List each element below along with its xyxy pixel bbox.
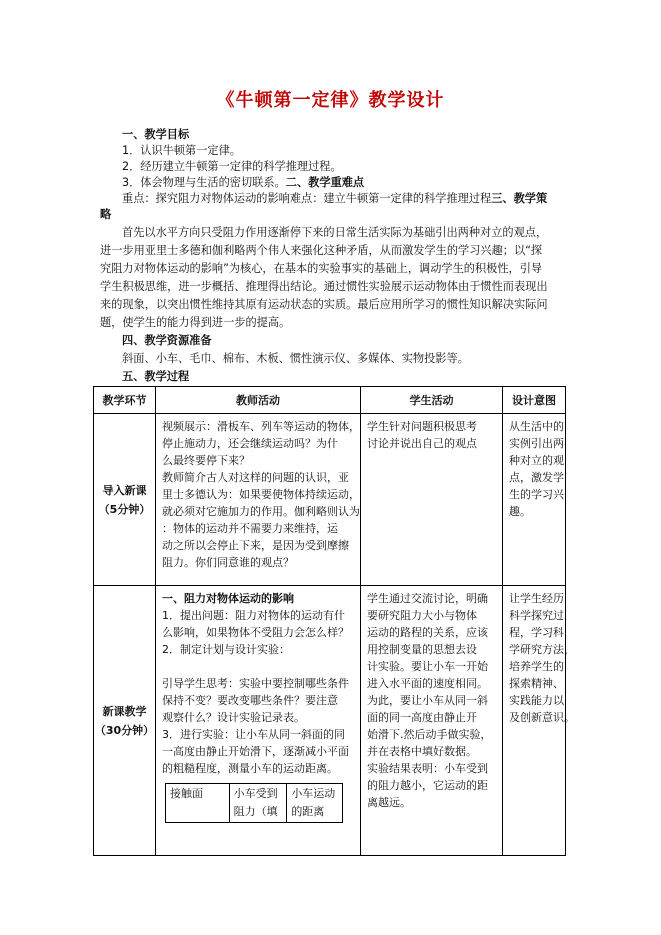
strategy-line-5: 来的现象，以突出惯性维持其原有运动状态的实质。最后应用所学习的惯性知识解决实际问 [100, 298, 548, 311]
student-activity-cell [361, 414, 503, 586]
student-line: 面的同一高度由静止开 [367, 711, 477, 724]
student-line: 实验结果表明：小车受到 [367, 762, 488, 775]
teacher-line: 1．提出问题：阻力对物体的运动有什 [162, 609, 345, 622]
strategy-line-1: 首先以水平方向只受阻力作用逐渐停下来的日常生活实际为基础引出两种对立的观点， [122, 226, 548, 239]
table-row [94, 414, 566, 586]
strategy-line-2: 进一步用亚里士多德和伽利略两个伟人来强化这种矛盾，从而激发学生的学习兴趣；以“探 [100, 244, 543, 257]
strategy-line-4: 学生积极思维，进一步概括、推理得出结论。通过惯性实验展示运动物体由于惯性而表现出 [100, 280, 548, 293]
student-line: 运动的路程的关系，应该 [367, 626, 488, 639]
student-line: 讨论并说出自己的观点 [367, 437, 477, 450]
stage-name: 导入新课 [102, 483, 147, 497]
teacher-line: 一高度由静止开始滑下，逐渐减小平面 [162, 745, 349, 758]
intent-line: 生的学习兴 [509, 488, 564, 501]
teacher-line: 观察什么？设计实验记录表。 [162, 711, 305, 724]
design-intent-cell [503, 414, 566, 586]
teacher-line: 就必须对它施加力的作用。伽利略则认为 [162, 505, 360, 518]
student-line: 学生针对问题积极思考 [367, 420, 477, 433]
intent-line: 实践能力以 [509, 694, 564, 707]
teaching-process-table [93, 386, 575, 856]
student-line: 进入水平面的速度相同。 [367, 677, 488, 690]
teacher-line: 3．进行实验：让小车从同一斜面的同 [162, 728, 345, 741]
teacher-line: 教师简介古人对这样的问题的认识，亚 [162, 471, 349, 484]
document-title: 《牛顿第一定律》教学设计 [216, 90, 445, 111]
intent-line: 学研究方法， [509, 643, 575, 656]
teacher-line-blank [162, 658, 355, 675]
teacher-line: 的粗糙程度，测量小车的运动距离。 [162, 762, 338, 775]
section-heading-key-points: 二、教学重难点 [285, 176, 365, 189]
table-row [94, 586, 566, 856]
intent-line: 及创新意识。 [509, 711, 575, 724]
intent-line: 探索精神、 [509, 677, 564, 690]
header-stage: 教学环节 [94, 387, 156, 414]
teacher-heading: 一、阻力对物体运动的影响 [162, 592, 294, 605]
teacher-line: 引导学生思考：实验中要控制哪些条件 [162, 677, 349, 690]
intent-line: 让学生经历 [509, 592, 564, 605]
intent-line: 培养学生的 [509, 660, 564, 673]
experiment-record-table [165, 783, 343, 823]
section-heading-strategy: 三、教学策 [491, 192, 548, 205]
teacher-line: 里士多德认为：如果要使物体持续运动， [162, 488, 360, 501]
intent-line: 种对立的观 [509, 454, 564, 467]
teacher-line: 保持不变？要改变哪些条件？要注意 [162, 694, 338, 707]
col-resistance: 小车受到阻力（填 [229, 784, 287, 823]
student-activity-cell [361, 586, 503, 856]
student-line: 离越远。 [367, 796, 411, 809]
intent-line: 实例引出两 [509, 437, 564, 450]
table-header-row [94, 387, 566, 414]
strategy-line-3: 究阻力对物体运动的影响”为核心，在基本的实验事实的基础上，调动学生的积极性，引导 [100, 262, 543, 275]
stage-cell [94, 586, 156, 856]
student-line: 用控制变量的思想去设 [367, 643, 477, 656]
teacher-line: 停止施动力，还会继续运动吗？为什 [162, 437, 338, 450]
intent-line: 程，学习科 [509, 626, 564, 639]
teacher-line: 视频展示：滑板车、列车等运动的物体， [162, 420, 360, 433]
section-heading-resources: 四、教学资源准备 [122, 334, 212, 347]
objective-item-3-line [122, 175, 364, 191]
teacher-line: 动之所以会停止下来，是因为受到摩擦 [162, 539, 349, 552]
resources-text: 斜面、小车、毛巾、棉布、木板、惯性演示仪、多媒体、实物投影等。 [122, 352, 469, 365]
teacher-line: 么影响，如果物体不受阻力会怎么样？ [162, 626, 349, 639]
intent-line: 从生活中的 [509, 420, 564, 433]
section-heading-objectives: 一、教学目标 [122, 128, 190, 141]
header-intent: 设计意图 [503, 387, 566, 414]
student-line: 为此，要让小车从同一斜 [367, 694, 488, 707]
experiment-table-header [166, 784, 343, 823]
intent-line: 趣。 [509, 505, 531, 518]
student-line: 学生通过交流讨论，明确 [367, 592, 488, 605]
student-line: 要研究阻力大小与物体 [367, 609, 477, 622]
student-line: 并在表格中填好数据。 [367, 745, 477, 758]
teacher-activity-cell [156, 586, 361, 856]
section-heading-strategy-cont: 略 [100, 208, 112, 221]
col-contact-surface: 接触面 [166, 784, 230, 823]
teacher-line: 么最终要停下来？ [162, 454, 250, 467]
intent-line: 点，激发学 [509, 471, 564, 484]
teacher-activity-cell [156, 414, 361, 586]
header-student: 学生活动 [361, 387, 503, 414]
stage-name: 新课教学 [102, 704, 147, 718]
objective-item-2: 2．经历建立牛顿第一定律的科学推理过程。 [122, 160, 342, 173]
header-teacher: 教师活动 [156, 387, 361, 414]
section-heading-process: 五、教学过程 [122, 370, 190, 383]
teacher-line: 阻力。你们同意谁的观点？ [162, 556, 294, 569]
key-points-line [122, 191, 547, 207]
student-line: 计实验。要让小车一开始 [367, 660, 488, 673]
strategy-line-6: 题，使学生的能力得到进一步的提高。 [100, 316, 291, 329]
teacher-line: 2．制定计划与设计实验： [162, 643, 290, 656]
key-points-text: 重点：探究阻力对物体运动的影响难点：建立牛顿第一定律的科学推理过程 [122, 192, 492, 205]
design-intent-cell [503, 586, 575, 856]
student-line: 始滑下.然后动手做实验， [367, 728, 492, 741]
objective-item-1: 1．认识牛顿第一定律。 [122, 144, 241, 157]
stage-duration: （30分钟） [94, 723, 155, 737]
student-line: 的阻力越小，它运动的距 [367, 779, 488, 792]
col-distance: 小车运动的距离 [287, 784, 343, 823]
intent-line: 科学探究过 [509, 609, 564, 622]
stage-duration: （5分钟） [98, 502, 151, 516]
stage-cell [94, 414, 156, 586]
teacher-line: ：物体的运动并不需要力来维持，运 [162, 522, 338, 535]
objective-item-3: 3．体会物理与生活的密切联系。 [122, 176, 286, 189]
